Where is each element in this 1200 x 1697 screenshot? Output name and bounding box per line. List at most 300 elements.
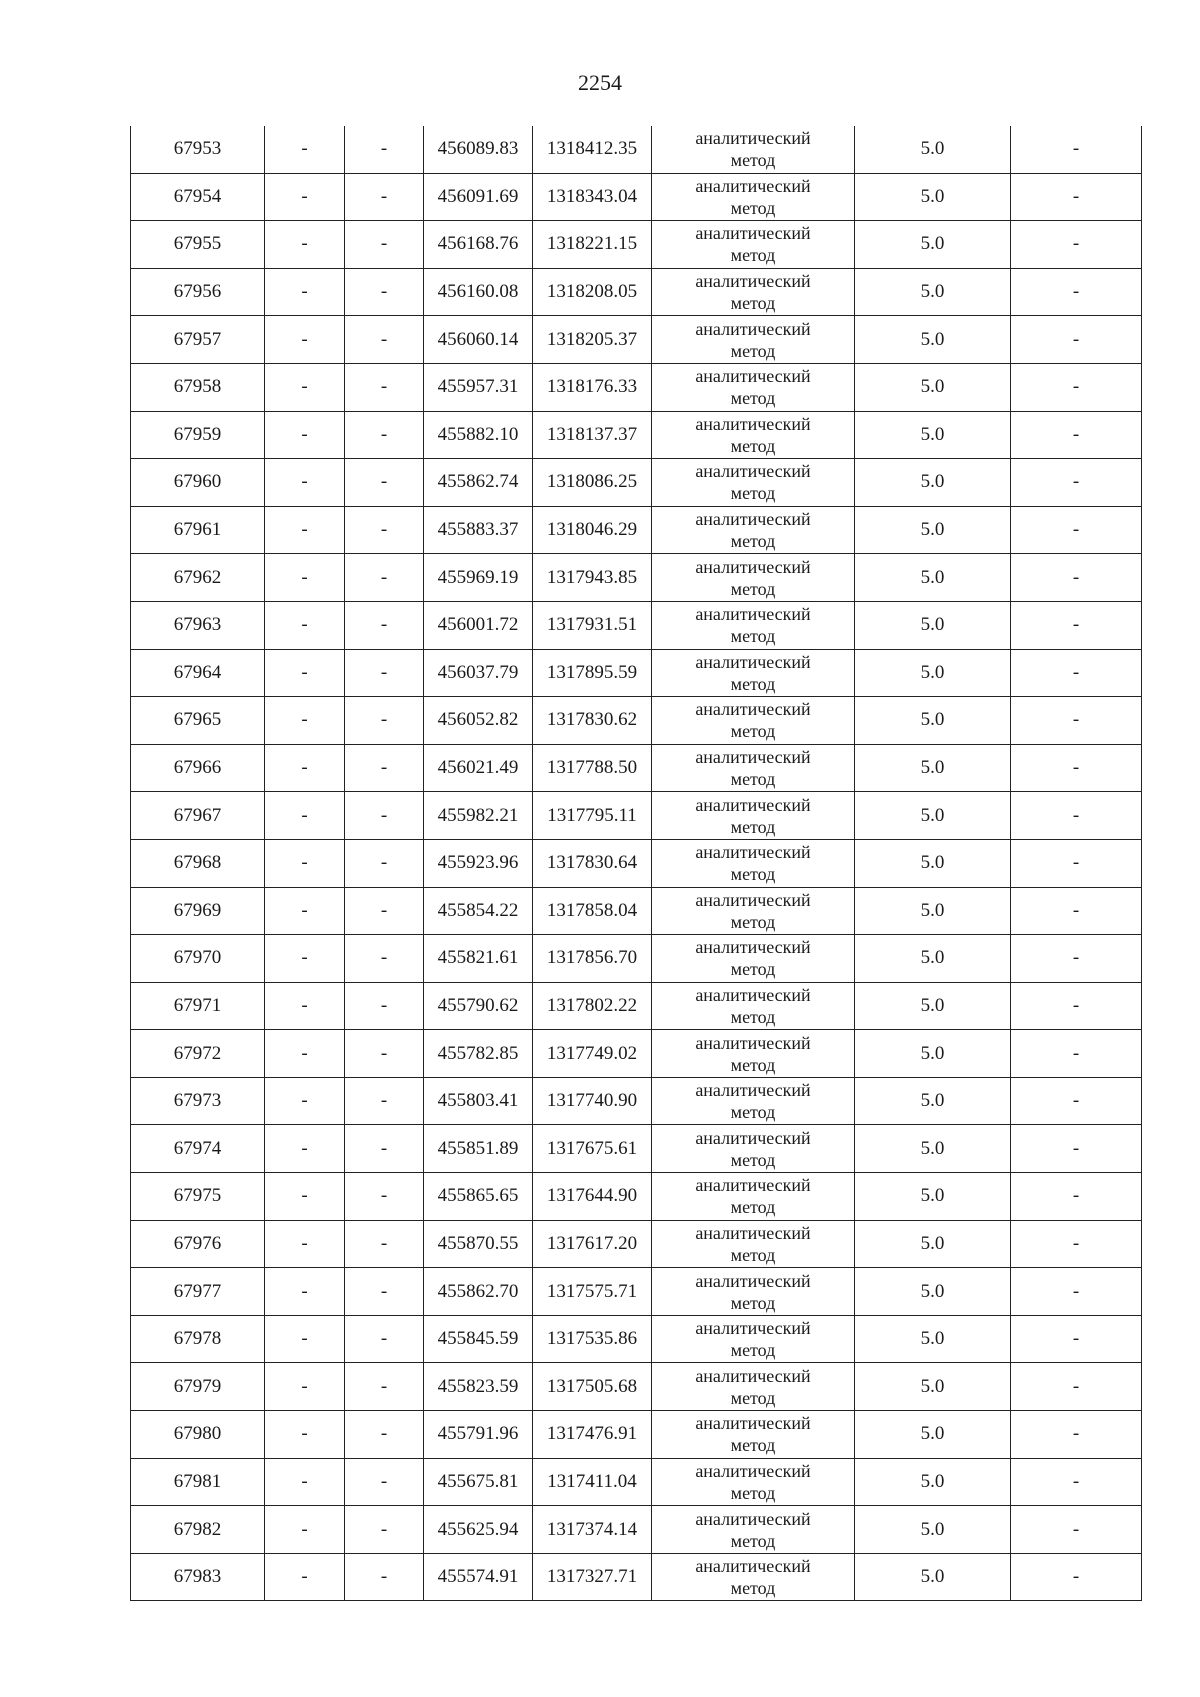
x-coordinate-cell: 455845.59 bbox=[424, 1315, 533, 1363]
table-row bbox=[131, 1173, 1142, 1221]
y-coordinate-cell: 1317830.62 bbox=[533, 697, 652, 745]
accuracy-cell: 5.0 bbox=[855, 506, 1011, 554]
dash-cell: - bbox=[345, 649, 424, 697]
table-row bbox=[131, 506, 1142, 554]
x-coordinate-cell: 455923.96 bbox=[424, 839, 533, 887]
x-coordinate-cell: 455854.22 bbox=[424, 887, 533, 935]
dash-cell: - bbox=[1011, 1125, 1142, 1173]
method-cell bbox=[652, 839, 855, 887]
dash-cell: - bbox=[1011, 1030, 1142, 1078]
table-row bbox=[131, 697, 1142, 745]
dash-cell: - bbox=[265, 1506, 345, 1554]
method-cell bbox=[652, 1173, 855, 1221]
table-row bbox=[131, 1553, 1142, 1601]
method-line2: метод bbox=[730, 1102, 776, 1123]
method-cell bbox=[652, 649, 855, 697]
accuracy-cell: 5.0 bbox=[855, 268, 1011, 316]
dash-cell: - bbox=[1011, 887, 1142, 935]
accuracy-cell: 5.0 bbox=[855, 1363, 1011, 1411]
method-line2: метод bbox=[730, 1482, 776, 1503]
dash-cell: - bbox=[1011, 601, 1142, 649]
table-row bbox=[131, 982, 1142, 1030]
method-line1: аналитический bbox=[695, 651, 811, 672]
table-row bbox=[131, 459, 1142, 507]
method-cell bbox=[652, 744, 855, 792]
dash-cell: - bbox=[345, 316, 424, 364]
dash-cell: - bbox=[345, 459, 424, 507]
method-line1: аналитический bbox=[695, 1080, 811, 1101]
dash-cell: - bbox=[1011, 1506, 1142, 1554]
dash-cell: - bbox=[345, 221, 424, 269]
method-line1: аналитический bbox=[695, 1508, 811, 1529]
dash-cell: - bbox=[345, 792, 424, 840]
dash-cell: - bbox=[1011, 1363, 1142, 1411]
x-coordinate-cell: 455791.96 bbox=[424, 1411, 533, 1459]
point-id-cell: 67982 bbox=[131, 1506, 265, 1554]
method-cell bbox=[652, 221, 855, 269]
method-line1: аналитический bbox=[695, 1270, 811, 1291]
method-line2: метод bbox=[730, 1197, 776, 1218]
dash-cell: - bbox=[345, 1268, 424, 1316]
dash-cell: - bbox=[1011, 697, 1142, 745]
dash-cell: - bbox=[345, 1458, 424, 1506]
method-line2: метод bbox=[730, 1054, 776, 1075]
x-coordinate-cell: 456160.08 bbox=[424, 268, 533, 316]
point-id-cell: 67965 bbox=[131, 697, 265, 745]
method-cell bbox=[652, 459, 855, 507]
method-cell bbox=[652, 1506, 855, 1554]
method-cell bbox=[652, 1553, 855, 1601]
accuracy-cell: 5.0 bbox=[855, 363, 1011, 411]
dash-cell: - bbox=[345, 126, 424, 173]
method-cell bbox=[652, 887, 855, 935]
table-row bbox=[131, 1411, 1142, 1459]
y-coordinate-cell: 1318412.35 bbox=[533, 126, 652, 173]
dash-cell: - bbox=[1011, 649, 1142, 697]
accuracy-cell: 5.0 bbox=[855, 1030, 1011, 1078]
x-coordinate-cell: 456060.14 bbox=[424, 316, 533, 364]
method-cell bbox=[652, 268, 855, 316]
dash-cell: - bbox=[265, 126, 345, 173]
method-cell bbox=[652, 1125, 855, 1173]
x-coordinate-cell: 455870.55 bbox=[424, 1220, 533, 1268]
point-id-cell: 67964 bbox=[131, 649, 265, 697]
table-row bbox=[131, 792, 1142, 840]
x-coordinate-cell: 455675.81 bbox=[424, 1458, 533, 1506]
accuracy-cell: 5.0 bbox=[855, 1173, 1011, 1221]
dash-cell: - bbox=[265, 554, 345, 602]
point-id-cell: 67975 bbox=[131, 1173, 265, 1221]
dash-cell: - bbox=[265, 1363, 345, 1411]
method-line2: метод bbox=[730, 1435, 776, 1456]
dash-cell: - bbox=[1011, 411, 1142, 459]
point-id-cell: 67957 bbox=[131, 316, 265, 364]
dash-cell: - bbox=[345, 1315, 424, 1363]
accuracy-cell: 5.0 bbox=[855, 601, 1011, 649]
point-id-cell: 67960 bbox=[131, 459, 265, 507]
dash-cell: - bbox=[1011, 268, 1142, 316]
method-cell bbox=[652, 411, 855, 459]
table-row bbox=[131, 839, 1142, 887]
point-id-cell: 67977 bbox=[131, 1268, 265, 1316]
table-row bbox=[131, 411, 1142, 459]
method-line1: аналитический bbox=[695, 1222, 811, 1243]
dash-cell: - bbox=[265, 744, 345, 792]
dash-cell: - bbox=[1011, 221, 1142, 269]
x-coordinate-cell: 455969.19 bbox=[424, 554, 533, 602]
accuracy-cell: 5.0 bbox=[855, 554, 1011, 602]
y-coordinate-cell: 1317802.22 bbox=[533, 982, 652, 1030]
accuracy-cell: 5.0 bbox=[855, 982, 1011, 1030]
dash-cell: - bbox=[345, 173, 424, 221]
table-row bbox=[131, 173, 1142, 221]
method-line2: метод bbox=[730, 1149, 776, 1170]
accuracy-cell: 5.0 bbox=[855, 744, 1011, 792]
x-coordinate-cell: 456037.79 bbox=[424, 649, 533, 697]
point-id-cell: 67958 bbox=[131, 363, 265, 411]
accuracy-cell: 5.0 bbox=[855, 126, 1011, 173]
y-coordinate-cell: 1318046.29 bbox=[533, 506, 652, 554]
method-line2: метод bbox=[730, 1292, 776, 1313]
dash-cell: - bbox=[345, 506, 424, 554]
x-coordinate-cell: 456091.69 bbox=[424, 173, 533, 221]
dash-cell: - bbox=[265, 697, 345, 745]
method-line2: метод bbox=[730, 769, 776, 790]
method-line2: метод bbox=[730, 531, 776, 552]
dash-cell: - bbox=[1011, 1173, 1142, 1221]
point-id-cell: 67980 bbox=[131, 1411, 265, 1459]
dash-cell: - bbox=[345, 1363, 424, 1411]
y-coordinate-cell: 1317535.86 bbox=[533, 1315, 652, 1363]
method-cell bbox=[652, 935, 855, 983]
point-id-cell: 67962 bbox=[131, 554, 265, 602]
method-line1: аналитический bbox=[695, 1413, 811, 1434]
y-coordinate-cell: 1317856.70 bbox=[533, 935, 652, 983]
y-coordinate-cell: 1317749.02 bbox=[533, 1030, 652, 1078]
point-id-cell: 67966 bbox=[131, 744, 265, 792]
method-cell bbox=[652, 1411, 855, 1459]
dash-cell: - bbox=[265, 792, 345, 840]
point-id-cell: 67970 bbox=[131, 935, 265, 983]
dash-cell: - bbox=[1011, 935, 1142, 983]
dash-cell: - bbox=[265, 1077, 345, 1125]
method-line2: метод bbox=[730, 388, 776, 409]
method-line2: метод bbox=[730, 1006, 776, 1027]
y-coordinate-cell: 1317895.59 bbox=[533, 649, 652, 697]
y-coordinate-cell: 1318343.04 bbox=[533, 173, 652, 221]
dash-cell: - bbox=[1011, 792, 1142, 840]
x-coordinate-cell: 455790.62 bbox=[424, 982, 533, 1030]
coordinates-table bbox=[130, 126, 1142, 1601]
point-id-cell: 67971 bbox=[131, 982, 265, 1030]
table-row bbox=[131, 1125, 1142, 1173]
method-line2: метод bbox=[730, 911, 776, 932]
dash-cell: - bbox=[265, 935, 345, 983]
y-coordinate-cell: 1317644.90 bbox=[533, 1173, 652, 1221]
method-line2: метод bbox=[730, 435, 776, 456]
dash-cell: - bbox=[345, 1077, 424, 1125]
method-line2: метод bbox=[730, 1578, 776, 1599]
table-row bbox=[131, 1506, 1142, 1554]
table-row bbox=[131, 126, 1142, 173]
x-coordinate-cell: 455851.89 bbox=[424, 1125, 533, 1173]
table-row bbox=[131, 1315, 1142, 1363]
y-coordinate-cell: 1317374.14 bbox=[533, 1506, 652, 1554]
table-row bbox=[131, 1363, 1142, 1411]
dash-cell: - bbox=[1011, 1268, 1142, 1316]
method-line1: аналитический bbox=[695, 509, 811, 530]
point-id-cell: 67976 bbox=[131, 1220, 265, 1268]
method-line1: аналитический bbox=[695, 889, 811, 910]
method-line1: аналитический bbox=[695, 937, 811, 958]
method-cell bbox=[652, 363, 855, 411]
y-coordinate-cell: 1317675.61 bbox=[533, 1125, 652, 1173]
method-line1: аналитический bbox=[695, 1460, 811, 1481]
y-coordinate-cell: 1318176.33 bbox=[533, 363, 652, 411]
accuracy-cell: 5.0 bbox=[855, 1458, 1011, 1506]
accuracy-cell: 5.0 bbox=[855, 935, 1011, 983]
accuracy-cell: 5.0 bbox=[855, 1411, 1011, 1459]
dash-cell: - bbox=[345, 744, 424, 792]
x-coordinate-cell: 455574.91 bbox=[424, 1553, 533, 1601]
method-line2: метод bbox=[730, 578, 776, 599]
dash-cell: - bbox=[1011, 1553, 1142, 1601]
method-cell bbox=[652, 1363, 855, 1411]
accuracy-cell: 5.0 bbox=[855, 697, 1011, 745]
dash-cell: - bbox=[1011, 839, 1142, 887]
dash-cell: - bbox=[265, 506, 345, 554]
dash-cell: - bbox=[1011, 1220, 1142, 1268]
point-id-cell: 67973 bbox=[131, 1077, 265, 1125]
dash-cell: - bbox=[1011, 459, 1142, 507]
x-coordinate-cell: 456052.82 bbox=[424, 697, 533, 745]
x-coordinate-cell: 456089.83 bbox=[424, 126, 533, 173]
dash-cell: - bbox=[345, 268, 424, 316]
method-cell bbox=[652, 1315, 855, 1363]
dash-cell: - bbox=[265, 1553, 345, 1601]
dash-cell: - bbox=[345, 887, 424, 935]
y-coordinate-cell: 1317858.04 bbox=[533, 887, 652, 935]
method-cell bbox=[652, 792, 855, 840]
method-cell bbox=[652, 1458, 855, 1506]
y-coordinate-cell: 1318205.37 bbox=[533, 316, 652, 364]
dash-cell: - bbox=[265, 1458, 345, 1506]
dash-cell: - bbox=[345, 554, 424, 602]
method-line1: аналитический bbox=[695, 1127, 811, 1148]
y-coordinate-cell: 1317411.04 bbox=[533, 1458, 652, 1506]
x-coordinate-cell: 455625.94 bbox=[424, 1506, 533, 1554]
accuracy-cell: 5.0 bbox=[855, 1506, 1011, 1554]
table-row bbox=[131, 1220, 1142, 1268]
dash-cell: - bbox=[265, 1268, 345, 1316]
accuracy-cell: 5.0 bbox=[855, 316, 1011, 364]
y-coordinate-cell: 1318208.05 bbox=[533, 268, 652, 316]
table-row bbox=[131, 1030, 1142, 1078]
y-coordinate-cell: 1317740.90 bbox=[533, 1077, 652, 1125]
method-cell bbox=[652, 1268, 855, 1316]
point-id-cell: 67974 bbox=[131, 1125, 265, 1173]
table-row bbox=[131, 744, 1142, 792]
method-line1: аналитический bbox=[695, 223, 811, 244]
accuracy-cell: 5.0 bbox=[855, 1268, 1011, 1316]
dash-cell: - bbox=[265, 1220, 345, 1268]
method-line1: аналитический bbox=[695, 984, 811, 1005]
table-row bbox=[131, 268, 1142, 316]
method-line2: метод bbox=[730, 293, 776, 314]
point-id-cell: 67981 bbox=[131, 1458, 265, 1506]
method-cell bbox=[652, 1077, 855, 1125]
x-coordinate-cell: 455865.65 bbox=[424, 1173, 533, 1221]
dash-cell: - bbox=[265, 887, 345, 935]
x-coordinate-cell: 455862.74 bbox=[424, 459, 533, 507]
dash-cell: - bbox=[265, 1411, 345, 1459]
dash-cell: - bbox=[265, 268, 345, 316]
dash-cell: - bbox=[1011, 982, 1142, 1030]
dash-cell: - bbox=[345, 1125, 424, 1173]
dash-cell: - bbox=[265, 1125, 345, 1173]
point-id-cell: 67968 bbox=[131, 839, 265, 887]
accuracy-cell: 5.0 bbox=[855, 1315, 1011, 1363]
method-line1: аналитический bbox=[695, 366, 811, 387]
point-id-cell: 67979 bbox=[131, 1363, 265, 1411]
method-cell bbox=[652, 126, 855, 173]
dash-cell: - bbox=[265, 411, 345, 459]
method-line2: метод bbox=[730, 626, 776, 647]
accuracy-cell: 5.0 bbox=[855, 792, 1011, 840]
dash-cell: - bbox=[345, 935, 424, 983]
dash-cell: - bbox=[345, 363, 424, 411]
method-line2: метод bbox=[730, 1340, 776, 1361]
y-coordinate-cell: 1318221.15 bbox=[533, 221, 652, 269]
y-coordinate-cell: 1317575.71 bbox=[533, 1268, 652, 1316]
accuracy-cell: 5.0 bbox=[855, 1553, 1011, 1601]
y-coordinate-cell: 1317505.68 bbox=[533, 1363, 652, 1411]
table-row bbox=[131, 935, 1142, 983]
method-line1: аналитический bbox=[695, 128, 811, 149]
method-line1: аналитический bbox=[695, 1556, 811, 1577]
table-row bbox=[131, 1077, 1142, 1125]
method-line1: аналитический bbox=[695, 1032, 811, 1053]
dash-cell: - bbox=[345, 1411, 424, 1459]
y-coordinate-cell: 1317788.50 bbox=[533, 744, 652, 792]
y-coordinate-cell: 1318086.25 bbox=[533, 459, 652, 507]
accuracy-cell: 5.0 bbox=[855, 459, 1011, 507]
point-id-cell: 67954 bbox=[131, 173, 265, 221]
x-coordinate-cell: 455982.21 bbox=[424, 792, 533, 840]
dash-cell: - bbox=[1011, 554, 1142, 602]
y-coordinate-cell: 1317943.85 bbox=[533, 554, 652, 602]
x-coordinate-cell: 456168.76 bbox=[424, 221, 533, 269]
dash-cell: - bbox=[265, 173, 345, 221]
point-id-cell: 67959 bbox=[131, 411, 265, 459]
method-line1: аналитический bbox=[695, 271, 811, 292]
dash-cell: - bbox=[345, 1220, 424, 1268]
method-line1: аналитический bbox=[695, 1175, 811, 1196]
dash-cell: - bbox=[1011, 126, 1142, 173]
y-coordinate-cell: 1318137.37 bbox=[533, 411, 652, 459]
table-row bbox=[131, 363, 1142, 411]
dash-cell: - bbox=[1011, 363, 1142, 411]
method-cell bbox=[652, 506, 855, 554]
y-coordinate-cell: 1317830.64 bbox=[533, 839, 652, 887]
method-line1: аналитический bbox=[695, 461, 811, 482]
accuracy-cell: 5.0 bbox=[855, 173, 1011, 221]
table-row bbox=[131, 316, 1142, 364]
method-line1: аналитический bbox=[695, 747, 811, 768]
x-coordinate-cell: 455882.10 bbox=[424, 411, 533, 459]
dash-cell: - bbox=[345, 411, 424, 459]
point-id-cell: 67967 bbox=[131, 792, 265, 840]
dash-cell: - bbox=[1011, 1315, 1142, 1363]
y-coordinate-cell: 1317327.71 bbox=[533, 1553, 652, 1601]
page-number: 2254 bbox=[578, 70, 622, 95]
dash-cell: - bbox=[1011, 173, 1142, 221]
method-line1: аналитический bbox=[695, 413, 811, 434]
x-coordinate-cell: 455823.59 bbox=[424, 1363, 533, 1411]
x-coordinate-cell: 455862.70 bbox=[424, 1268, 533, 1316]
method-cell bbox=[652, 601, 855, 649]
method-line1: аналитический bbox=[695, 1318, 811, 1339]
accuracy-cell: 5.0 bbox=[855, 887, 1011, 935]
method-line2: метод bbox=[730, 959, 776, 980]
x-coordinate-cell: 455782.85 bbox=[424, 1030, 533, 1078]
dash-cell: - bbox=[265, 1315, 345, 1363]
accuracy-cell: 5.0 bbox=[855, 839, 1011, 887]
table-row bbox=[131, 1268, 1142, 1316]
method-line2: метод bbox=[730, 673, 776, 694]
method-line1: аналитический bbox=[695, 1365, 811, 1386]
method-line2: метод bbox=[730, 1387, 776, 1408]
x-coordinate-cell: 455883.37 bbox=[424, 506, 533, 554]
dash-cell: - bbox=[345, 1506, 424, 1554]
point-id-cell: 67983 bbox=[131, 1553, 265, 1601]
method-line2: метод bbox=[730, 864, 776, 885]
dash-cell: - bbox=[345, 697, 424, 745]
method-cell bbox=[652, 1220, 855, 1268]
method-line2: метод bbox=[730, 197, 776, 218]
method-line1: аналитический bbox=[695, 842, 811, 863]
method-line2: метод bbox=[730, 1244, 776, 1265]
dash-cell: - bbox=[265, 601, 345, 649]
dash-cell: - bbox=[265, 982, 345, 1030]
point-id-cell: 67956 bbox=[131, 268, 265, 316]
table-row bbox=[131, 649, 1142, 697]
method-line2: метод bbox=[730, 1530, 776, 1551]
accuracy-cell: 5.0 bbox=[855, 1220, 1011, 1268]
dash-cell: - bbox=[265, 221, 345, 269]
y-coordinate-cell: 1317617.20 bbox=[533, 1220, 652, 1268]
table-row bbox=[131, 887, 1142, 935]
method-line2: метод bbox=[730, 721, 776, 742]
method-line1: аналитический bbox=[695, 604, 811, 625]
accuracy-cell: 5.0 bbox=[855, 649, 1011, 697]
dash-cell: - bbox=[265, 1030, 345, 1078]
dash-cell: - bbox=[265, 839, 345, 887]
method-line2: метод bbox=[730, 816, 776, 837]
point-id-cell: 67972 bbox=[131, 1030, 265, 1078]
x-coordinate-cell: 455957.31 bbox=[424, 363, 533, 411]
method-line2: метод bbox=[730, 340, 776, 361]
dash-cell: - bbox=[1011, 1411, 1142, 1459]
point-id-cell: 67978 bbox=[131, 1315, 265, 1363]
table-row bbox=[131, 601, 1142, 649]
dash-cell: - bbox=[265, 316, 345, 364]
method-line1: аналитический bbox=[695, 556, 811, 577]
y-coordinate-cell: 1317795.11 bbox=[533, 792, 652, 840]
method-line2: метод bbox=[730, 245, 776, 266]
table-row bbox=[131, 554, 1142, 602]
accuracy-cell: 5.0 bbox=[855, 411, 1011, 459]
